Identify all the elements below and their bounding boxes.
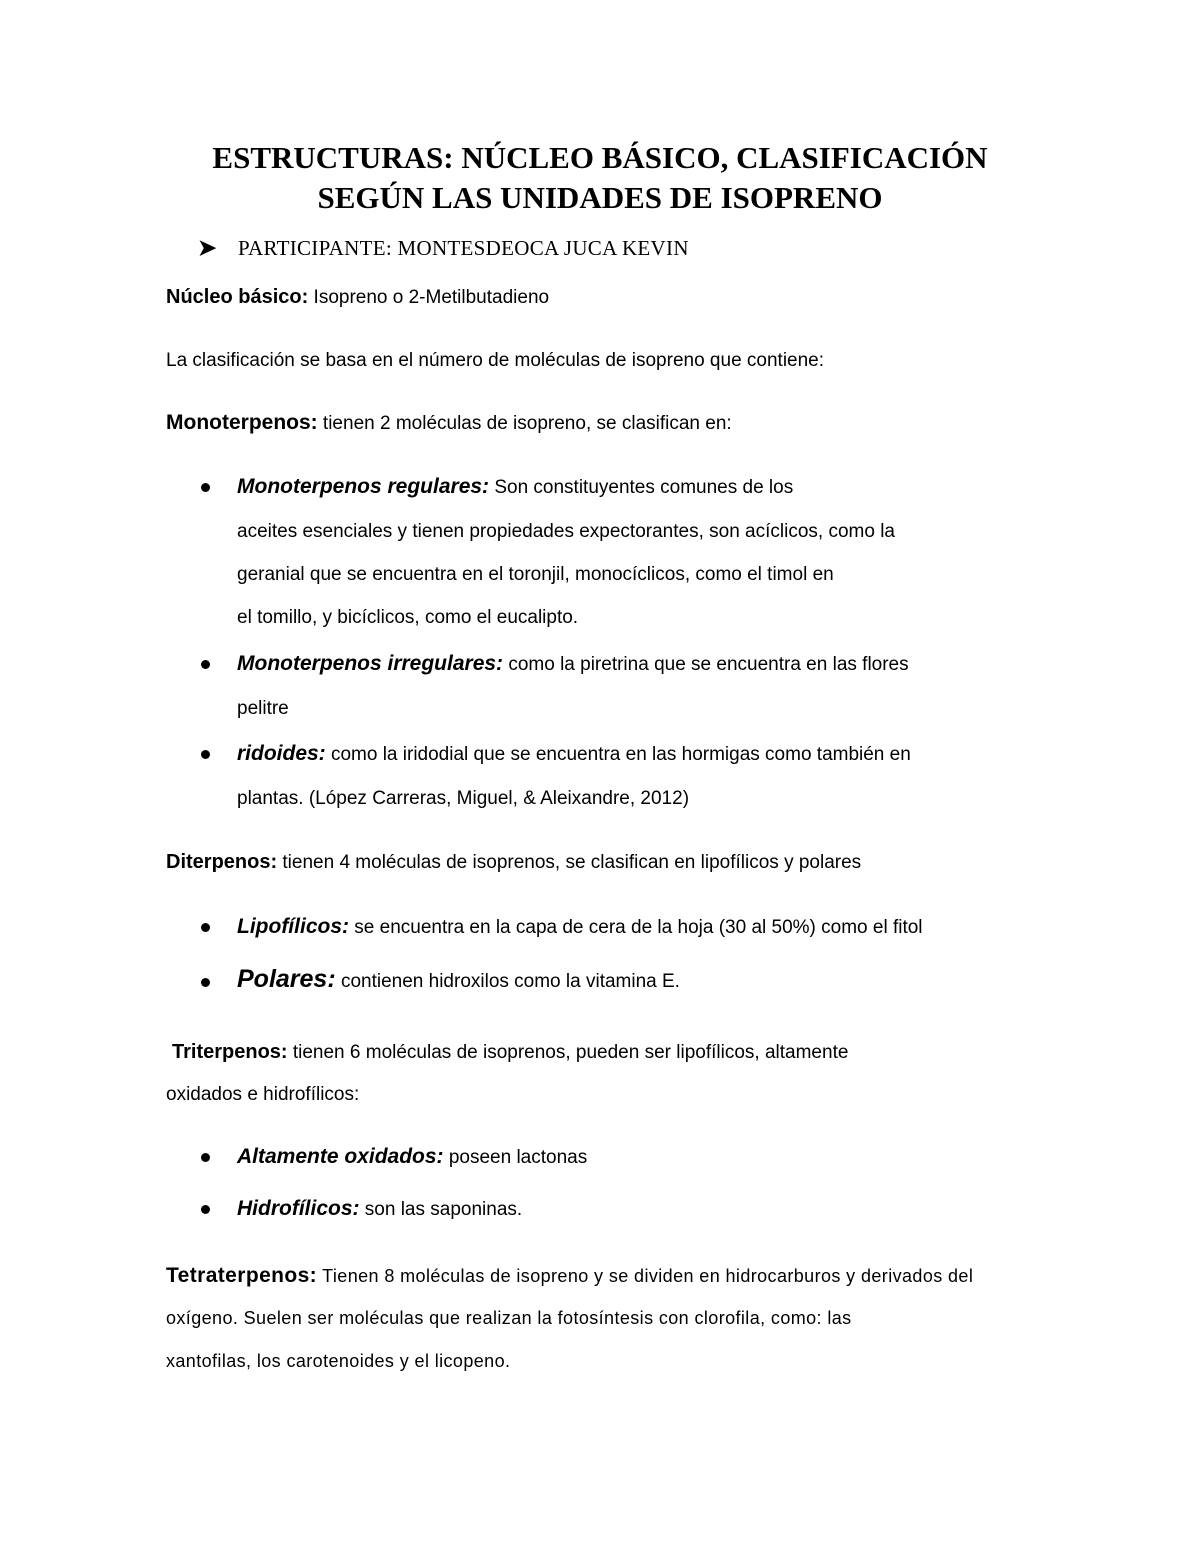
nucleo-basico-line bbox=[166, 284, 549, 311]
bullet-dot bbox=[201, 923, 210, 932]
list-item-continuation: pelitre bbox=[237, 698, 289, 719]
list-item-text: poseen lactonas bbox=[443, 1147, 588, 1168]
clasificacion-intro: La clasificación se basa en el número de moléculas de isopreno que contiene: bbox=[166, 350, 825, 371]
triterpenos-line bbox=[172, 1039, 848, 1066]
list-item-text: Son constituyentes comunes de los bbox=[489, 477, 794, 498]
list-item-label: Lipofílicos: bbox=[237, 915, 349, 938]
list-item-label: ridoides: bbox=[237, 742, 326, 765]
bullet-dot bbox=[201, 660, 210, 669]
diterpenos-text: tienen 4 moléculas de isoprenos, se clasifican en lipofílicos y polares bbox=[277, 852, 862, 873]
list-item-label: Hidrofílicos: bbox=[237, 1197, 360, 1220]
bullet-dot bbox=[201, 978, 210, 987]
list-item-lipofilicos bbox=[237, 914, 923, 941]
tetraterpenos-label: Tetraterpenos: bbox=[166, 1264, 318, 1287]
triterpenos-text: tienen 6 moléculas de isoprenos, pueden ser lipofílicos, altamente bbox=[287, 1042, 849, 1063]
arrowhead-bullet-icon: ➤ bbox=[198, 235, 217, 260]
list-item-continuation: plantas. (López Carreras, Miguel, & Aleixandre, 2012) bbox=[237, 788, 690, 809]
list-item-continuation: el tomillo, y bicíclicos, como el eucalipto. bbox=[237, 607, 579, 628]
list-item-monoterpenos-irregulares bbox=[237, 651, 909, 678]
list-item-polares bbox=[237, 966, 680, 995]
tetraterpenos-line bbox=[166, 1263, 973, 1290]
tetraterpenos-continuation: oxígeno. Suelen ser moléculas que realizan la fotosíntesis con clorofila, como: las bbox=[166, 1308, 852, 1328]
triterpenos-label: Triterpenos: bbox=[172, 1041, 288, 1063]
nucleo-basico-label: Núcleo básico: bbox=[166, 286, 309, 308]
list-item-text: son las saponinas. bbox=[359, 1199, 523, 1220]
list-item-ridoides bbox=[237, 741, 911, 768]
diterpenos-line bbox=[166, 849, 861, 876]
list-item-label: Monoterpenos regulares: bbox=[237, 475, 490, 498]
nucleo-basico-text: Isopreno o 2-Metilbutadieno bbox=[308, 287, 550, 308]
list-item-text: se encuentra en la capa de cera de la hoja (30 al 50%) como el fitol bbox=[349, 917, 923, 938]
bullet-dot bbox=[201, 1153, 210, 1162]
list-item-label: Altamente oxidados: bbox=[237, 1145, 444, 1168]
monoterpenos-line bbox=[166, 410, 732, 437]
list-item-monoterpenos-regulares bbox=[237, 474, 793, 501]
list-item-label: Monoterpenos irregulares: bbox=[237, 652, 504, 675]
list-item-continuation: aceites esenciales y tienen propiedades expectorantes, son acíclicos, como la bbox=[237, 521, 895, 542]
document-title-line-2: SEGÚN LAS UNIDADES DE ISOPRENO bbox=[317, 180, 883, 215]
tetraterpenos-continuation: xantofilas, los carotenoides y el licopeno. bbox=[166, 1351, 511, 1371]
list-item-hidrofilicos bbox=[237, 1196, 522, 1223]
monoterpenos-text: tienen 2 moléculas de isopreno, se clasifican en: bbox=[317, 413, 732, 434]
participant-text: PARTICIPANTE: MONTESDEOCA JUCA KEVIN bbox=[238, 236, 689, 260]
list-item-text: como la iridodial que se encuentra en las hormigas como también en bbox=[325, 744, 911, 765]
list-item-label: Polares: bbox=[237, 965, 336, 993]
list-item-text: como la piretrina que se encuentra en las flores bbox=[503, 654, 909, 675]
bullet-dot bbox=[201, 750, 210, 759]
list-item-text: contienen hidroxilos como la vitamina E. bbox=[335, 971, 680, 992]
triterpenos-continuation: oxidados e hidrofílicos: bbox=[166, 1084, 360, 1105]
document-title-line-1: ESTRUCTURAS: NÚCLEO BÁSICO, CLASIFICACIÓN bbox=[212, 140, 988, 175]
bullet-dot bbox=[201, 483, 210, 492]
list-item-altamente-oxidados bbox=[237, 1144, 587, 1171]
list-item-continuation: geranial que se encuentra en el toronjil, monocíclicos, como el timol en bbox=[237, 564, 834, 585]
bullet-dot bbox=[201, 1205, 210, 1214]
monoterpenos-label: Monoterpenos: bbox=[166, 411, 318, 434]
diterpenos-label: Diterpenos: bbox=[166, 851, 278, 873]
tetraterpenos-text: Tienen 8 moléculas de isopreno y se dividen en hidrocarburos y derivados del bbox=[317, 1266, 974, 1286]
